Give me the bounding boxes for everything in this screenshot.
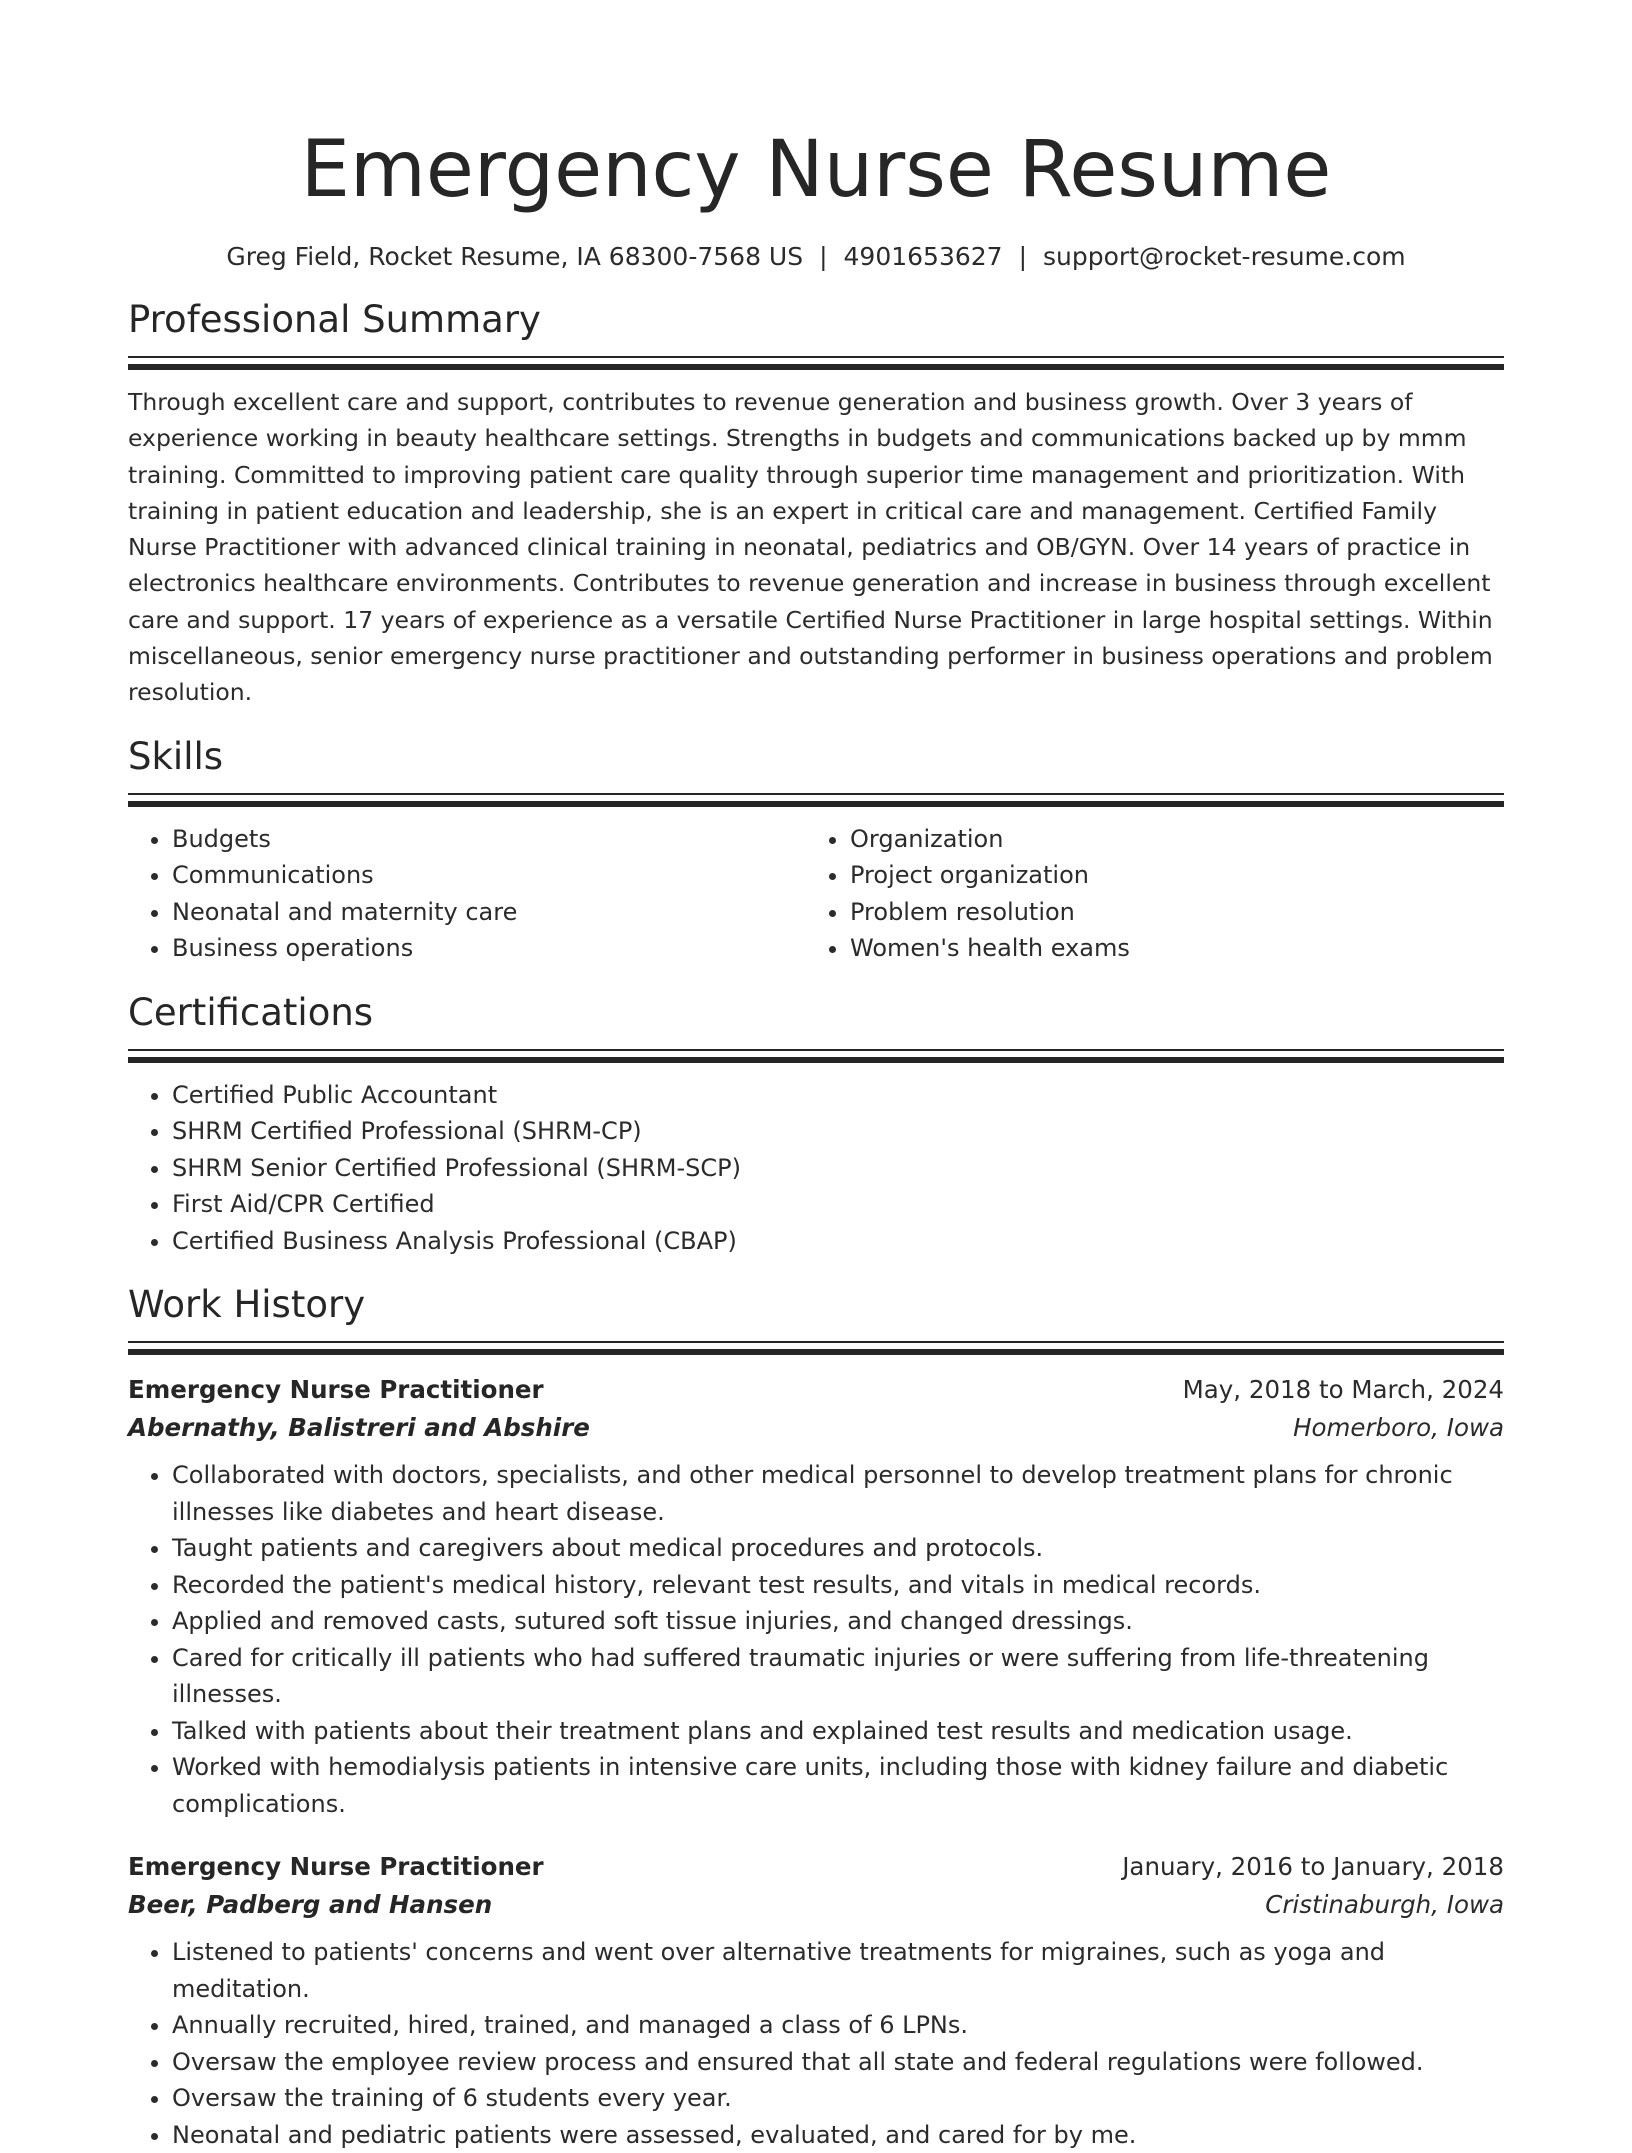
resume-title: Emergency Nurse Resume bbox=[300, 125, 1332, 215]
job-duty: • Oversaw the training of 6 students every year. bbox=[172, 2080, 1504, 2117]
certification-item: • SHRM Certified Professional (SHRM-CP) bbox=[172, 1113, 1504, 1150]
skill-item: • Project organization bbox=[850, 857, 1484, 894]
certification-item: • First Aid/CPR Certified bbox=[172, 1186, 1504, 1223]
job-duty: • Annually recruited, hired, trained, and managed a class of 6 LPNs. bbox=[172, 2007, 1504, 2044]
job-duty: • Oversaw the employee review process and ensured that all state and federal regulations were followed. bbox=[172, 2044, 1504, 2081]
job-location: Homerboro, Iowa bbox=[1293, 1413, 1504, 1443]
job-header-row bbox=[128, 1848, 1504, 1886]
job-duty: • Applied and removed casts, sutured soft tissue injuries, and changed dressings. bbox=[172, 1603, 1504, 1640]
section-divider bbox=[128, 1049, 1504, 1051]
work-history-section bbox=[128, 1281, 1504, 2153]
job-duties-list bbox=[128, 1457, 1504, 1822]
certification-item: • Certified Public Accountant bbox=[172, 1077, 1504, 1114]
job-dates: May, 2018 to March, 2024 bbox=[1182, 1375, 1504, 1405]
contact-separator: | bbox=[819, 242, 828, 271]
skills-list-left bbox=[128, 821, 806, 967]
job-employer-row bbox=[128, 1409, 1504, 1447]
summary-text: Through excellent care and support, contributes to revenue generation and business growth. Over 3 years of experience working in beauty healthcare settings. Strengths in budgets and communications backed up by mmm training. Committed to improving patient care quality through superior time management and prioritization. With training in patient education and leadership, she is an expert in critical care and management. Certified Family Nurse Practitioner with advanced clinical training in neonatal, pediatrics and OB/GYN. Over 14 years of practice in electronics healthcare environments. Contributes to revenue generation and increase in business through excellent care and support. 17 years of experience as a versatile Certified Nurse Practitioner in large hospital settings. Within miscellaneous, senior emergency nurse practitioner and outstanding performer in business operations and problem resolution. bbox=[128, 388, 1493, 707]
skill-item: • Problem resolution bbox=[850, 894, 1484, 931]
contact-line bbox=[128, 240, 1504, 274]
skill-item: • Business operations bbox=[172, 930, 806, 967]
job-title: Emergency Nurse Practitioner bbox=[128, 1852, 544, 1882]
certifications-heading: Certifications bbox=[128, 990, 374, 1034]
certification-item: • SHRM Senior Certified Professional (SHRM-SCP) bbox=[172, 1150, 1504, 1187]
skill-item: • Organization bbox=[850, 821, 1484, 858]
skills-grid bbox=[128, 821, 1504, 967]
job-duties-list bbox=[128, 1934, 1504, 2153]
job-employer: Beer, Padberg and Hansen bbox=[128, 1890, 493, 1920]
certifications-list bbox=[128, 1077, 1504, 1260]
section-divider bbox=[128, 1341, 1504, 1343]
job-duty: • Cared for critically ill patients who had suffered traumatic injuries or were suffering from life-threatening illnesses. bbox=[172, 1640, 1504, 1713]
contact-phone: 4901653627 bbox=[843, 242, 1003, 271]
section-divider-thick bbox=[128, 364, 1504, 370]
job-duty: • Talked with patients about their treatment plans and explained test results and medication usage. bbox=[172, 1713, 1504, 1750]
job-entry bbox=[128, 1371, 1504, 1822]
section-divider bbox=[128, 793, 1504, 795]
contact-separator: | bbox=[1018, 242, 1028, 271]
contact-address: Greg Field, Rocket Resume, IA 68300-7568 US bbox=[226, 242, 804, 271]
skill-item: • Women's health exams bbox=[850, 930, 1484, 967]
job-duty: • Listened to patients' concerns and went over alternative treatments for migraines, such as yoga and meditation. bbox=[172, 1934, 1504, 2007]
skills-list-right bbox=[806, 821, 1484, 967]
job-entry bbox=[128, 1848, 1504, 2153]
job-duty: • Recorded the patient's medical history, relevant test results, and vitals in medical records. bbox=[172, 1567, 1504, 1604]
job-employer-row bbox=[128, 1886, 1504, 1924]
job-duty: • Taught patients and caregivers about medical procedures and protocols. bbox=[172, 1530, 1504, 1567]
job-dates: January, 2016 to January, 2018 bbox=[1122, 1852, 1504, 1882]
skill-item: • Communications bbox=[172, 857, 806, 894]
resume-page bbox=[128, 0, 1504, 2149]
section-divider-thick bbox=[128, 801, 1504, 807]
skills-heading: Skills bbox=[128, 734, 224, 778]
section-divider bbox=[128, 356, 1504, 358]
job-location: Cristinaburgh, Iowa bbox=[1265, 1890, 1504, 1920]
job-duty: • Collaborated with doctors, specialists, and other medical personnel to develop treatment plans for chronic illnesses like diabetes and heart disease. bbox=[172, 1457, 1504, 1530]
summary-section bbox=[128, 296, 1504, 711]
job-duty: • Neonatal and pediatric patients were assessed, evaluated, and cared for by me. bbox=[172, 2117, 1504, 2153]
job-header-row bbox=[128, 1371, 1504, 1409]
skill-item: • Neonatal and maternity care bbox=[172, 894, 806, 931]
certifications-section bbox=[128, 989, 1504, 1260]
section-divider-thick bbox=[128, 1057, 1504, 1063]
work-history-heading: Work History bbox=[128, 1283, 366, 1327]
section-divider-thick bbox=[128, 1349, 1504, 1355]
job-title: Emergency Nurse Practitioner bbox=[128, 1375, 544, 1405]
skill-item: • Budgets bbox=[172, 821, 806, 858]
summary-heading: Professional Summary bbox=[128, 298, 541, 341]
job-duty: • Worked with hemodialysis patients in intensive care units, including those with kidney failure and diabetic complications. bbox=[172, 1749, 1504, 1822]
contact-email: support@rocket-resume.com bbox=[1043, 242, 1406, 271]
certification-item: • Certified Business Analysis Professional (CBAP) bbox=[172, 1223, 1504, 1260]
skills-section bbox=[128, 733, 1504, 967]
job-employer: Abernathy, Balistreri and Abshire bbox=[128, 1413, 590, 1443]
